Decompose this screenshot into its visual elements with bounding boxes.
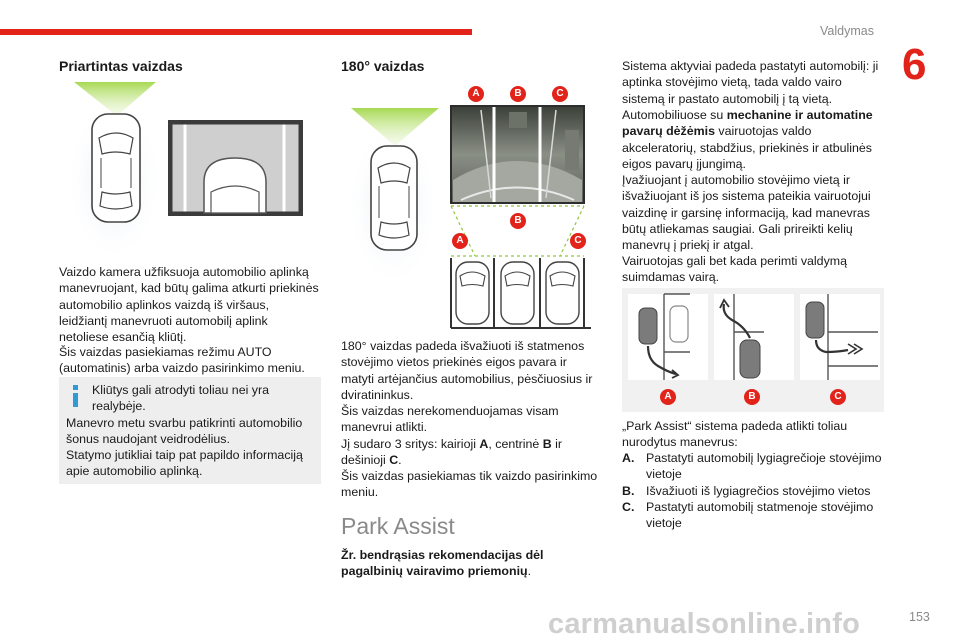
zones-label-a: A — [479, 437, 489, 451]
list-text: Pastatyti automobilį lygiagrečioje stovėjimo vietoje — [646, 451, 882, 482]
zones-text-pre: Jį sudaro 3 sritys: kairioji — [341, 437, 480, 451]
info-note-2: Manevro metu svarbu patikrinti automobilio šonus naudojant veidrodėlius. — [66, 416, 303, 447]
zones-text-end: . — [398, 453, 402, 468]
gearbox-pre: Automobiliuose su — [622, 108, 727, 122]
view-180-warning: Šis vaizdas nerekomenduojamas visam manevrui atlikti. — [341, 404, 559, 435]
reference-end: . — [527, 564, 532, 579]
list-key: C. — [622, 499, 635, 514]
list-text: Pastatyti automobilį statmenoje stovėjimo vietoje — [646, 499, 874, 531]
zone-badge-c: C — [570, 233, 586, 249]
list-item — [622, 450, 884, 483]
heading-180-view: 180° vaizdas — [341, 58, 425, 74]
diagram-badge-a: A — [660, 389, 676, 405]
heading-zoom-view: Priartintas vaizdas — [59, 58, 183, 74]
zoom-view-description: Vaizdo kamera užfiksuoja automobilio aplinką manevruojant, kad būtų galima atkurti priekinės automobilio aplinkos vaizdą iš viršaus, leidžiantį manevruoti automobilį aplink netoliese esančią kliūtį. — [59, 265, 319, 345]
diagram-badge-c: C — [830, 389, 846, 405]
zones-text-mid2: ir dešinioji — [341, 437, 563, 468]
manoeuvre-diagrams — [626, 292, 880, 382]
view-180-illustration — [341, 80, 596, 332]
list-key: A. — [622, 451, 635, 465]
watermark: carmanualsonline.info — [548, 608, 860, 640]
info-note-3: Statymo jutikliai taip pat papildo informaciją apie automobilio aplinką. — [66, 448, 303, 479]
manoeuvres-intro: „Park Assist“ sistema padeda atlikti toliau nurodytus manevrus: — [622, 419, 848, 450]
view-180-availability: Šis vaizdas pasiekiamas tik vaizdo pasirinkimo meniu. — [341, 469, 598, 500]
park-assist-intro: Sistema aktyviai padeda pastatyti automobilį: ji aptinka stovėjimo vietą, tada valdo vairo sistemą ir pastato automobilį į tą vietą. — [622, 59, 879, 106]
section-title: Valdymas — [820, 24, 874, 38]
zone-badge-a: A — [452, 233, 468, 249]
view-180-zones — [341, 436, 603, 469]
list-text: Išvažiuoti iš lygiagrečios stovėjimo vietos — [646, 483, 871, 498]
list-key: B. — [622, 483, 635, 498]
zoom-view-availability: Šis vaizdas pasiekiamas režimu AUTO (automatinis) arba vaizdo pasirinkimo meniu. — [59, 345, 305, 376]
park-assist-override: Vairuotojas gali bet kada perimti valdymą suimdamas vairą. — [622, 254, 847, 285]
page-number: 153 — [909, 610, 930, 624]
gearbox-bold: mechanine ir automatine pavarų dėžėmis — [622, 108, 873, 139]
reference-text: Žr. bendrąsias rekomendacijas dėl pagalbinių vairavimo priemonių — [341, 548, 544, 579]
park-assist-heading: Park Assist — [341, 513, 455, 539]
zones-label-c: C — [389, 453, 399, 468]
zones-text-mid: , centrinė — [488, 437, 543, 451]
park-assist-feedback: Įvažiuojant į automobilio stovėjimo vietą ir išvažiuojant iš jos sistema pateikia vairuotojui vaizdinę ir garsinę informaciją, kad manevras būtų atliekamas saugiai. Gali prireikti kelių manevrų į priekį ir atgal. — [622, 173, 871, 253]
diagram-badge-b: B — [744, 389, 760, 405]
list-item — [622, 499, 884, 532]
gearbox-post: vairuotojas valdo akceleratorių, stabdžius, priekinės ir atbulinės eigos pavarų įjungimą. — [622, 124, 873, 171]
chapter-number: 6 — [902, 40, 927, 89]
zone-badge-b-top: B — [510, 86, 526, 102]
park-assist-reference — [341, 547, 603, 580]
header-accent-bar — [0, 29, 472, 35]
zones-label-b: B — [542, 437, 552, 451]
zoom-view-illustration — [59, 80, 321, 258]
info-note-1: Kliūtys gali atrodyti toliau nei yra realybėje. — [92, 383, 269, 414]
info-icon — [72, 385, 78, 407]
list-item — [622, 483, 884, 499]
manoeuvre-list — [622, 450, 884, 531]
park-assist-gearbox — [622, 107, 884, 172]
zone-badge-a-top: A — [468, 86, 484, 102]
zone-badge-c-top: C — [552, 86, 568, 102]
zone-badge-b: B — [510, 213, 526, 229]
view-180-description: 180° vaizdas padeda išvažiuoti iš statmenos stovėjimo vietos priekinės eigos pavara ir matyti artėjančius automobilius, pėsčiuosius ir dviratininkus. — [341, 339, 593, 402]
